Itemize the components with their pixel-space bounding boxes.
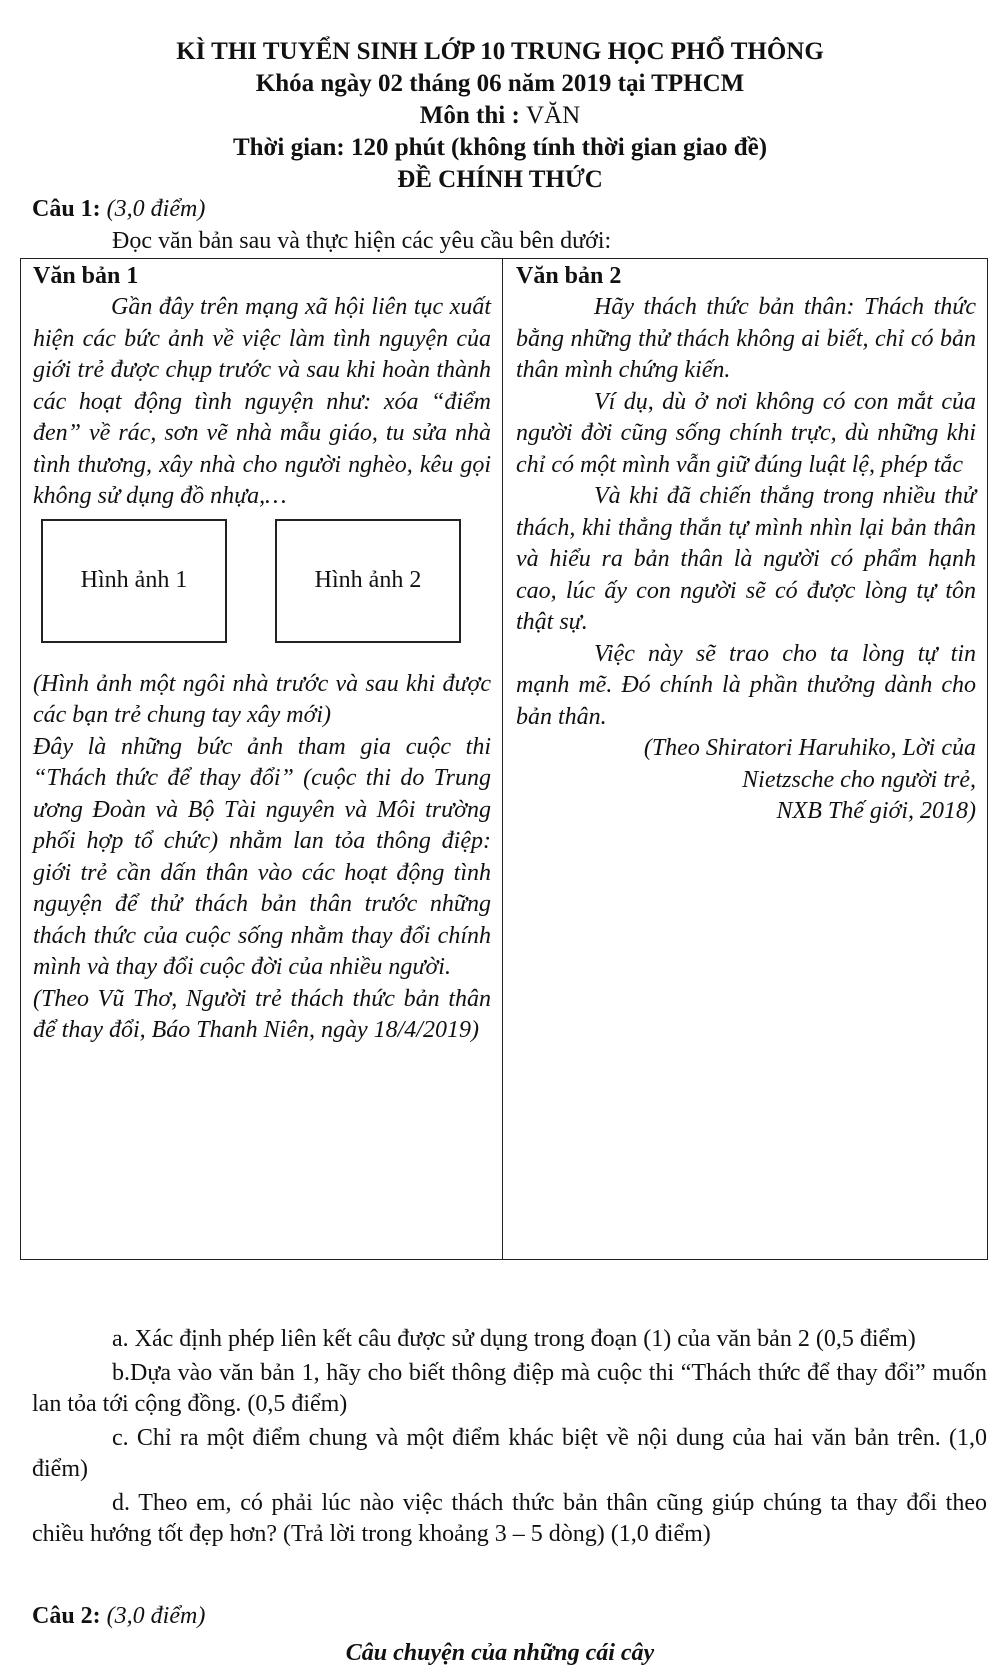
exam-duration: Thời gian: 120 phút (không tính thời gian giao đề) [232, 134, 768, 161]
text-2-paragraph-1: Hãy thách thức bản thân: Thách thức bằng những thử thách không ai biết, chỉ có bản thân mình chứng kiến. [516, 294, 976, 383]
text-1-title: Văn bản 1 [33, 263, 139, 289]
text-1-column [33, 259, 491, 1047]
text-2-column [516, 259, 976, 828]
image-1-placeholder [41, 519, 227, 643]
text-2-source-line-1: (Theo Shiratori Haruhiko, Lời của [643, 735, 976, 761]
question-2-points: (3,0 điểm) [106, 1603, 206, 1629]
subject-value: VĂN [526, 102, 581, 129]
image-caption: (Hình ảnh một ngôi nhà trước và sau khi được các bạn trẻ chung tay xây mới) [33, 670, 491, 728]
exam-date: Khóa ngày 02 tháng 06 năm 2019 tại TPHCM [255, 70, 745, 97]
question-2-label: Câu 2: [32, 1603, 101, 1629]
question-1-label: Câu 1: [32, 196, 101, 222]
question-1-points: (3,0 điểm) [106, 196, 206, 222]
text-2-source-line-3: NXB Thế giới, 2018) [776, 798, 976, 824]
text-1-source: (Theo Vũ Thơ, Người trẻ thách thức bản thân để thay đổi, Báo Thanh Niên, ngày 18/4/2019) [33, 985, 491, 1043]
question-1-heading [32, 196, 205, 223]
reading-texts-table [20, 258, 988, 1260]
image-2-placeholder [275, 519, 461, 643]
column-divider [502, 259, 503, 1259]
text-1-paragraph-2: Đây là những bức ảnh tham gia cuộc thi “Thách thức để thay đổi” (cuộc thi do Trung ương Đoàn và Bộ Tài nguyên và Môi trường phối hợp tổ chức) nhằm lan tỏa thông điệp: giới trẻ cần dấn thân vào các hoạt động tình nguyện để thử thách bản thân trước những thách thức của cuộc sống nhằm thay đổi chính mình và thay đổi cuộc đời của nhiều người. [33, 733, 491, 980]
image-1-label: Hình ảnh 1 [80, 566, 188, 593]
question-2-heading [32, 1603, 205, 1630]
image-2-label: Hình ảnh 2 [314, 566, 422, 593]
exam-header [0, 36, 1000, 196]
task-a: a. Xác định phép liên kết câu được sử dụng trong đoạn (1) của văn bản 2 (0,5 điểm) [112, 1326, 916, 1352]
exam-title: KÌ THI TUYỂN SINH LỚP 10 TRUNG HỌC PHỔ THÔNG [176, 38, 824, 65]
story-title: Câu chuyện của những cái cây [345, 1640, 655, 1666]
text-2-source-line-2: Nietzsche cho người trẻ, [742, 766, 976, 793]
question-1-instruction: Đọc văn bản sau và thực hiện các yêu cầu bên dưới: [112, 228, 612, 254]
text-2-title: Văn bản 2 [516, 263, 622, 289]
exam-subject [0, 100, 1000, 132]
text-2-paragraph-4: Việc này sẽ trao cho ta lòng tự tin mạnh mẽ. Đó chính là phần thưởng dành cho bản thân. [516, 640, 976, 730]
task-c: c. Chỉ ra một điểm chung và một điểm khác biệt về nội dung của hai văn bản trên. (1,0 điểm) [32, 1425, 987, 1482]
official-label: ĐỀ CHÍNH THỨC [397, 166, 603, 193]
question-1-tasks [32, 1324, 987, 1553]
text-1-paragraph-1: Gần đây trên mạng xã hội liên tục xuất hiện các bức ảnh về việc làm tình nguyện của giới trẻ được chụp trước và sau khi hoàn thành các hoạt động tình nguyện như: xóa “điểm đen” về rác, sơn vẽ nhà mẫu giáo, tu sửa nhà tình thương, xây nhà cho người nghèo, kêu gọi không sử dụng đồ nhựa,… [33, 294, 491, 509]
text-2-paragraph-2: Ví dụ, dù ở nơi không có con mắt của người đời cũng sống chính trực, dù những khi chỉ có một mình vẫn giữ đúng luật lệ, phép tắc [516, 388, 976, 478]
text-2-paragraph-3: Và khi đã chiến thắng trong nhiều thử thách, khi thẳng thắn tự mình nhìn lại bản thân và hiểu ra bản thân là người có phẩm hạnh cao, lúc ấy con người sẽ có được lòng tự tôn thật sự. [516, 483, 976, 635]
image-placeholders [33, 519, 491, 669]
task-b: b.Dựa vào văn bản 1, hãy cho biết thông điệp mà cuộc thi “Thách thức để thay đổi” muốn lan tỏa tới cộng đồng. (0,5 điểm) [32, 1360, 987, 1417]
subject-label: Môn thi : [419, 102, 527, 129]
task-d: d. Theo em, có phải lúc nào việc thách thức bản thân cũng giúp chúng ta thay đổi theo chiều hướng tốt đẹp hơn? (Trả lời trong khoảng 3 – 5 dòng) (1,0 điểm) [32, 1490, 987, 1547]
